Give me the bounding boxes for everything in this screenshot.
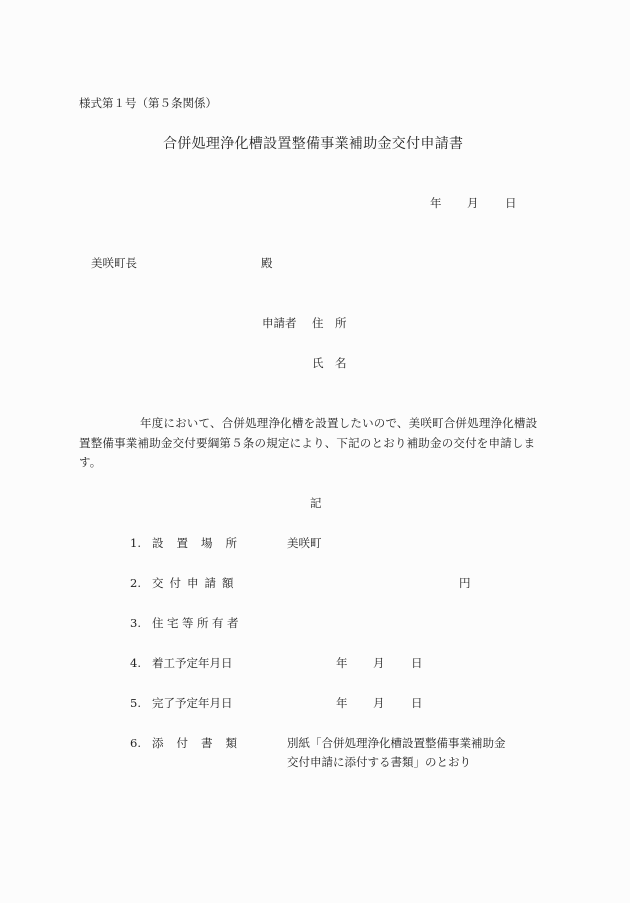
item-value-line-2: 交付申請に添付する書類」のとおり	[287, 755, 471, 769]
item-number: 4.	[130, 656, 141, 670]
item-number: 2.	[130, 576, 141, 590]
form-number: 様式第１号（第５条関係）	[79, 96, 217, 110]
date-day-label: 日	[505, 196, 517, 210]
item-year-label: 年	[336, 656, 348, 670]
date-year-label: 年	[430, 196, 442, 210]
item-value-yen: 円	[459, 576, 471, 590]
addressee-name: 美咲町長	[91, 256, 137, 270]
item-day-label: 日	[411, 656, 423, 670]
item-number: 6.	[130, 736, 141, 750]
body-line-3: す。	[79, 455, 102, 469]
item-month-label: 月	[373, 696, 385, 710]
item-number: 1.	[130, 536, 141, 550]
body-paragraph	[79, 414, 553, 473]
item-year-label: 年	[336, 696, 348, 710]
document-title: 合併処理浄化槽設置整備事業補助金交付申請書	[163, 136, 464, 152]
item-label: 着工予定年月日	[152, 656, 233, 670]
addressee-honorific: 殿	[261, 256, 273, 270]
date-month-label: 月	[467, 196, 479, 210]
item-label: 添付書類	[152, 736, 250, 750]
item-month-label: 月	[373, 656, 385, 670]
item-value: 美咲町	[287, 536, 322, 550]
ki-heading: 記	[310, 496, 322, 510]
body-line-2: 置整備事業補助金交付要綱第５条の規定により、下記のとおり補助金の交付を申請しま	[79, 435, 536, 450]
item-label: 交付申請額	[152, 576, 240, 590]
body-line-1: 年度において、合併処理浄化槽を設置したいので、美咲町合併処理浄化槽設	[140, 416, 538, 430]
applicant-label: 申請者	[262, 316, 297, 330]
item-label: 完了予定年月日	[152, 696, 233, 710]
applicant-name-label: 氏 名	[312, 356, 347, 370]
item-value-line-1: 別紙「合併処理浄化槽設置整備事業補助金	[287, 736, 506, 750]
item-number: 3.	[130, 616, 141, 630]
item-number: 5.	[130, 696, 141, 710]
applicant-address-label: 住 所	[312, 316, 347, 330]
item-label: 住宅等所有者	[152, 616, 242, 630]
item-label: 設置場所	[152, 536, 250, 550]
item-day-label: 日	[411, 696, 423, 710]
